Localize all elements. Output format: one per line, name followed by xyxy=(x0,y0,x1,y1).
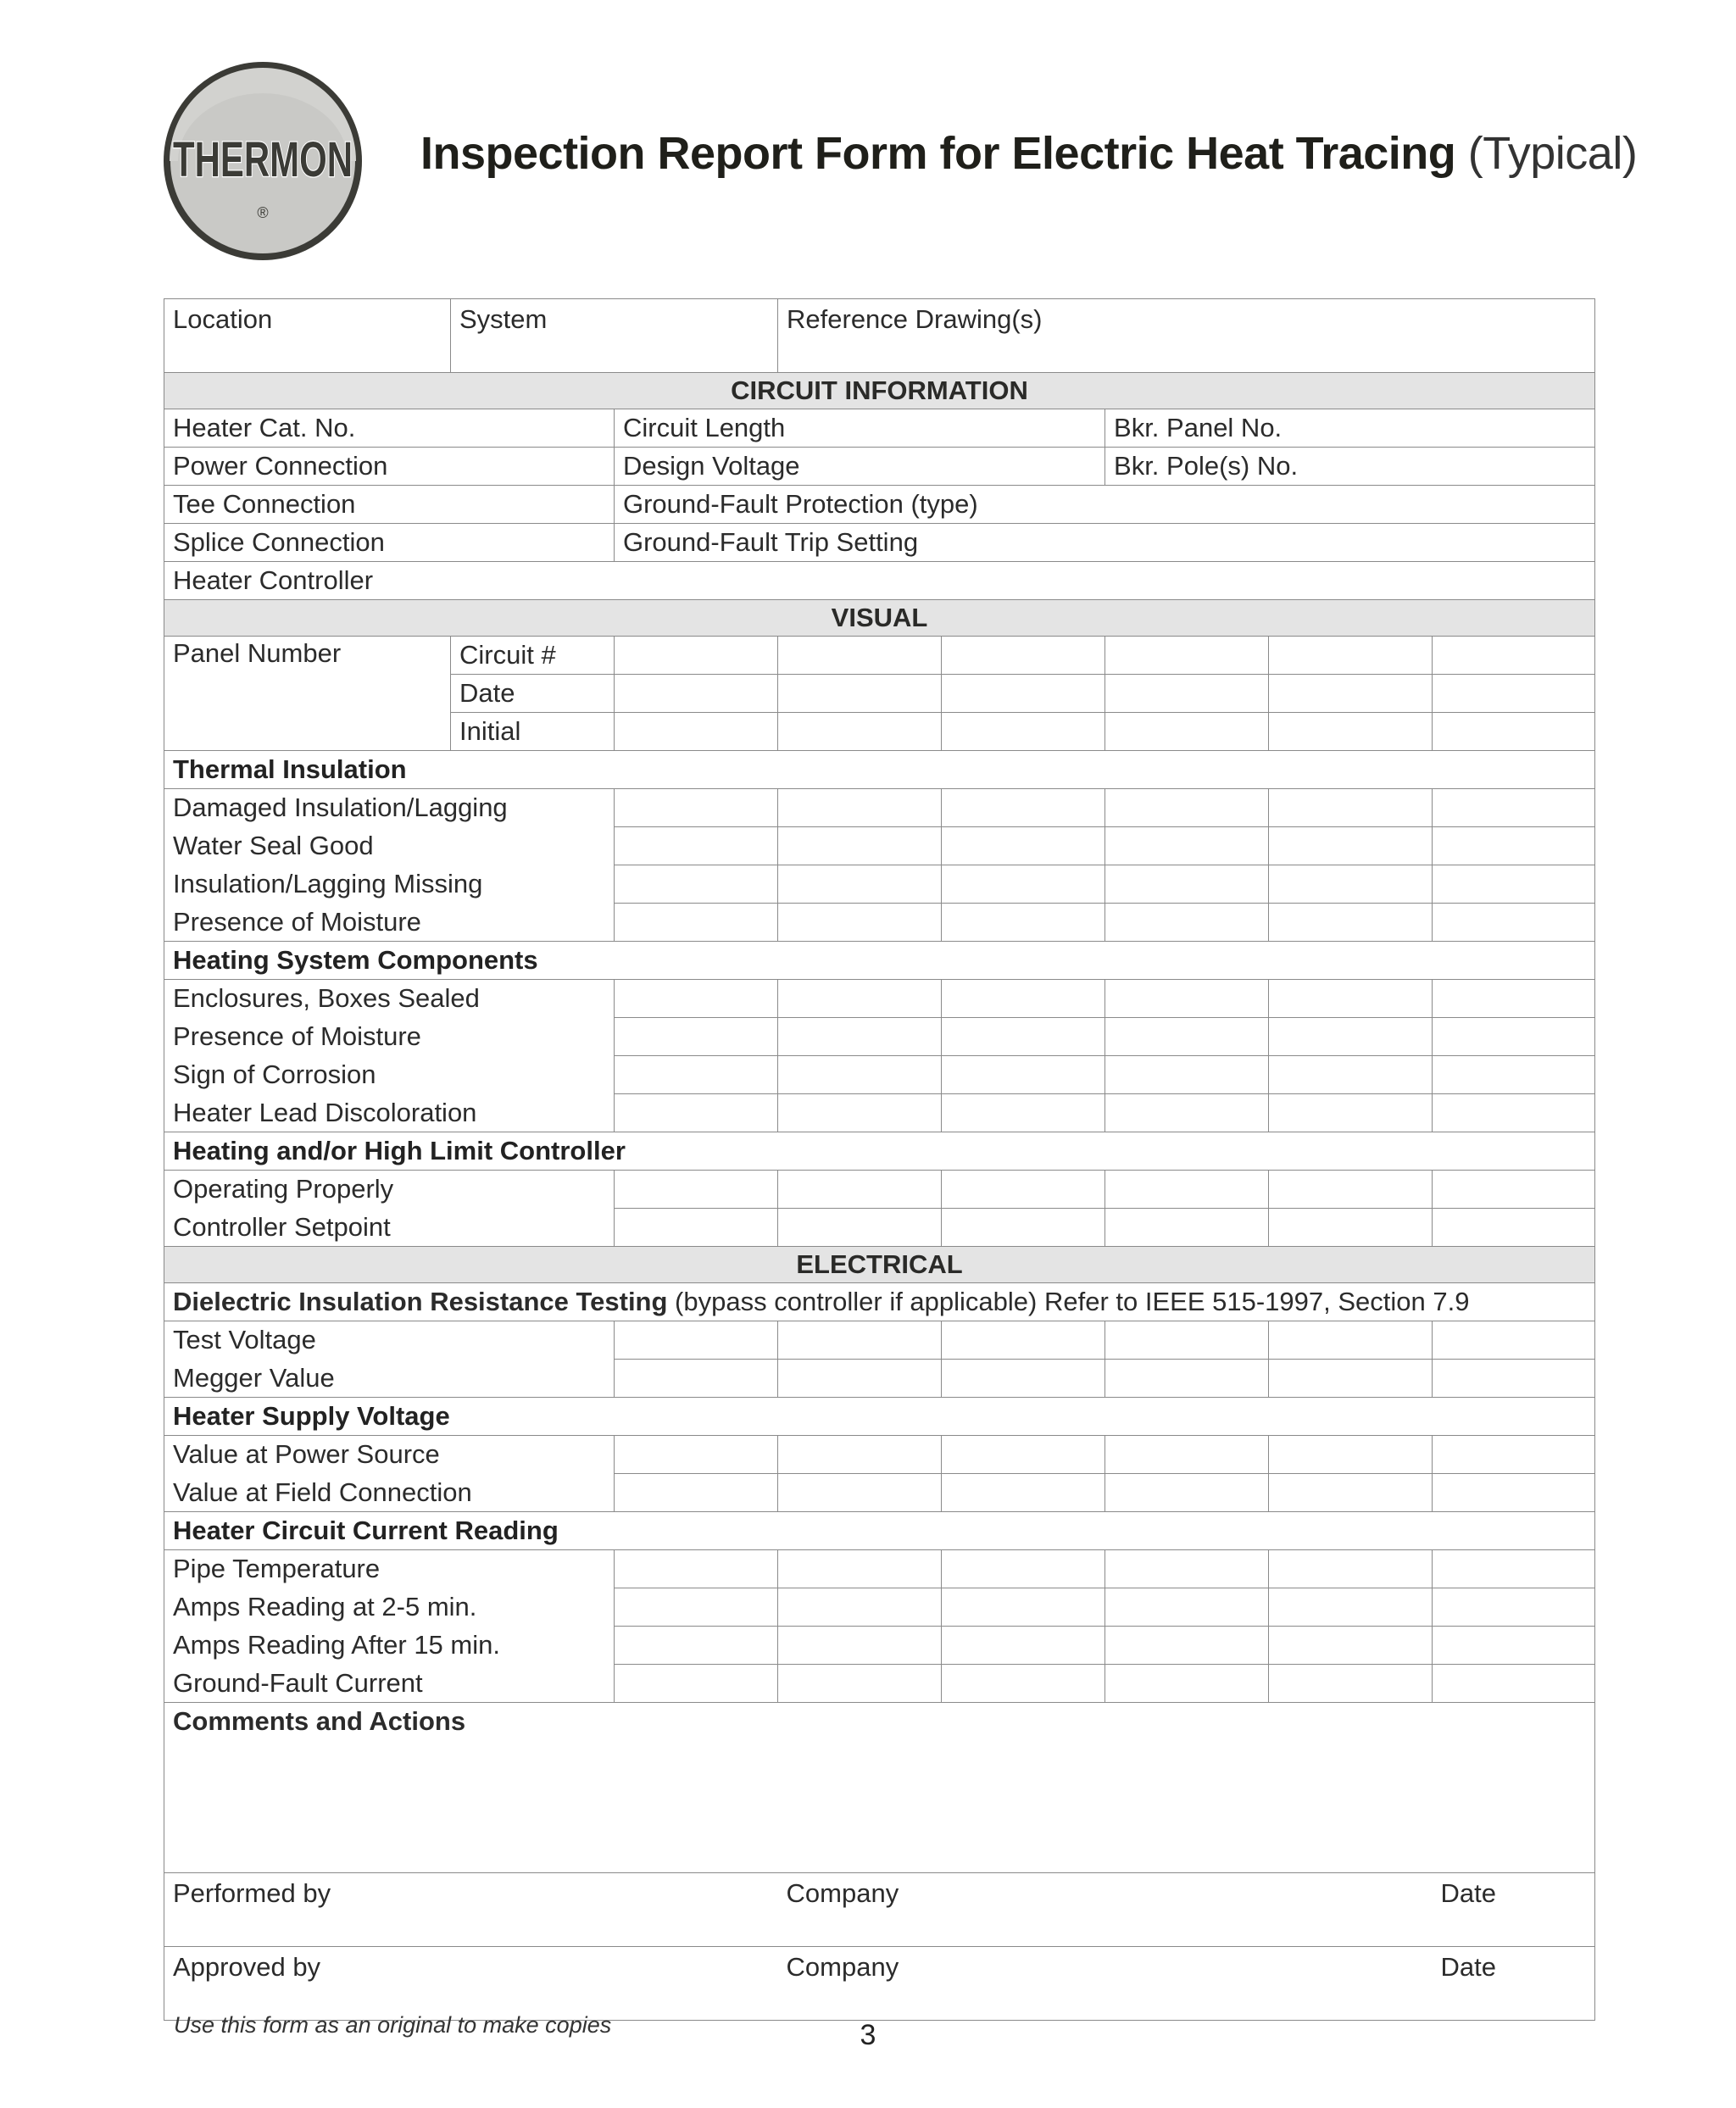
entry-cell[interactable] xyxy=(1433,1360,1595,1398)
entry-cell[interactable] xyxy=(1105,1360,1269,1398)
entry-cell[interactable] xyxy=(1105,1436,1269,1474)
performed-by-field[interactable]: Performed by xyxy=(164,1873,778,1947)
entry-cell[interactable] xyxy=(1105,675,1269,713)
entry-cell[interactable] xyxy=(1105,827,1269,865)
entry-cell[interactable] xyxy=(778,827,942,865)
heater-controller-field[interactable]: Heater Controller xyxy=(164,562,1595,600)
entry-cell[interactable] xyxy=(1269,1627,1433,1665)
item-label: Heater Lead Discoloration xyxy=(164,1094,615,1132)
entry-cell[interactable] xyxy=(942,827,1105,865)
entry-cell[interactable] xyxy=(942,1171,1105,1209)
company-field-2[interactable]: Company xyxy=(778,1947,1433,2021)
bkr-panel-no-field[interactable]: Bkr. Panel No. xyxy=(1105,409,1595,448)
entry-cell[interactable] xyxy=(1269,637,1433,675)
entry-cell[interactable] xyxy=(1433,713,1595,751)
entry-cell[interactable] xyxy=(1433,1436,1595,1474)
entry-cell[interactable] xyxy=(615,904,778,942)
design-voltage-field[interactable]: Design Voltage xyxy=(615,448,1105,486)
item-label: Amps Reading After 15 min. xyxy=(164,1627,615,1665)
entry-cell[interactable] xyxy=(778,1171,942,1209)
entry-cell[interactable] xyxy=(1105,1550,1269,1588)
dielectric-heading: Dielectric Insulation Resistance Testing (bypass controller if applicable) Refer to IEEE 515-1997, Section 7.9 xyxy=(164,1283,1595,1321)
title-main: Inspection Report Form for Electric Heat Tracing xyxy=(420,128,1456,179)
entry-cell[interactable] xyxy=(1433,675,1595,713)
entry-cell[interactable] xyxy=(1105,1588,1269,1627)
entry-cell[interactable] xyxy=(1433,904,1595,942)
entry-cell[interactable] xyxy=(778,713,942,751)
entry-cell[interactable] xyxy=(1269,1056,1433,1094)
entry-cell[interactable] xyxy=(1269,1588,1433,1627)
entry-cell[interactable] xyxy=(778,1474,942,1512)
entry-cell[interactable] xyxy=(942,1056,1105,1094)
entry-cell[interactable] xyxy=(1269,1018,1433,1056)
entry-cell[interactable] xyxy=(1105,980,1269,1018)
entry-cell[interactable] xyxy=(1433,827,1595,865)
location-field[interactable]: Location xyxy=(164,299,451,373)
entry-cell[interactable] xyxy=(778,1550,942,1588)
entry-cell[interactable] xyxy=(942,1550,1105,1588)
entry-cell[interactable] xyxy=(778,1094,942,1132)
item-label: Enclosures, Boxes Sealed xyxy=(164,980,615,1018)
splice-connection-field[interactable]: Splice Connection xyxy=(164,524,615,562)
entry-cell[interactable] xyxy=(615,1436,778,1474)
item-label: Damaged Insulation/Lagging xyxy=(164,789,615,827)
entry-cell[interactable] xyxy=(942,1094,1105,1132)
thermal-insulation-heading: Thermal Insulation xyxy=(164,751,1595,789)
dielectric-note: (bypass controller if applicable) Refer to IEEE 515-1997, Section 7.9 xyxy=(667,1287,1470,1316)
entry-cell[interactable] xyxy=(778,904,942,942)
entry-cell[interactable] xyxy=(1433,1665,1595,1703)
entry-cell[interactable] xyxy=(615,1474,778,1512)
entry-cell[interactable] xyxy=(1433,1056,1595,1094)
entry-cell[interactable] xyxy=(1105,1094,1269,1132)
entry-cell[interactable] xyxy=(1269,1360,1433,1398)
entry-cell[interactable] xyxy=(1433,980,1595,1018)
entry-cell[interactable] xyxy=(778,637,942,675)
item-label: Value at Field Connection xyxy=(164,1474,615,1512)
entry-cell[interactable] xyxy=(1105,865,1269,904)
entry-cell[interactable] xyxy=(1269,1321,1433,1360)
entry-cell[interactable] xyxy=(1433,1474,1595,1512)
current-reading-heading: Heater Circuit Current Reading xyxy=(164,1512,1595,1550)
entry-cell[interactable] xyxy=(778,1588,942,1627)
entry-cell[interactable] xyxy=(942,1665,1105,1703)
entry-cell[interactable] xyxy=(1105,789,1269,827)
entry-cell[interactable] xyxy=(1105,1474,1269,1512)
entry-cell[interactable] xyxy=(1269,1665,1433,1703)
date-label: Date xyxy=(451,675,615,713)
electrical-heading: ELECTRICAL xyxy=(164,1247,1595,1283)
circuit-information-heading: CIRCUIT INFORMATION xyxy=(164,373,1595,409)
entry-cell[interactable] xyxy=(1433,1171,1595,1209)
bkr-poles-no-field[interactable]: Bkr. Pole(s) No. xyxy=(1105,448,1595,486)
entry-cell[interactable] xyxy=(942,865,1105,904)
entry-cell[interactable] xyxy=(1269,675,1433,713)
entry-cell[interactable] xyxy=(1433,1588,1595,1627)
title-qualifier: (Typical) xyxy=(1467,128,1638,179)
entry-cell[interactable] xyxy=(1269,980,1433,1018)
entry-cell[interactable] xyxy=(1269,1094,1433,1132)
entry-cell[interactable] xyxy=(1433,1627,1595,1665)
entry-cell[interactable] xyxy=(1269,865,1433,904)
comments-field[interactable] xyxy=(164,1703,1595,1873)
entry-cell[interactable] xyxy=(1105,637,1269,675)
entry-cell[interactable] xyxy=(615,1550,778,1588)
entry-cell[interactable] xyxy=(1433,1321,1595,1360)
circuit-length-field[interactable]: Circuit Length xyxy=(615,409,1105,448)
heating-components-heading: Heating System Components xyxy=(164,942,1595,980)
entry-cell[interactable] xyxy=(942,1627,1105,1665)
entry-cell[interactable] xyxy=(1269,827,1433,865)
entry-cell[interactable] xyxy=(615,1209,778,1247)
entry-cell[interactable] xyxy=(942,713,1105,751)
entry-cell[interactable] xyxy=(942,1209,1105,1247)
entry-cell[interactable] xyxy=(615,1094,778,1132)
item-label: Presence of Moisture xyxy=(164,1018,615,1056)
entry-cell[interactable] xyxy=(615,713,778,751)
entry-cell[interactable] xyxy=(615,1171,778,1209)
item-label: Operating Properly xyxy=(164,1171,615,1209)
entry-cell[interactable] xyxy=(778,1665,942,1703)
entry-cell[interactable] xyxy=(615,980,778,1018)
entry-cell[interactable] xyxy=(1269,713,1433,751)
entry-cell[interactable] xyxy=(1105,1627,1269,1665)
entry-cell[interactable] xyxy=(1433,1018,1595,1056)
entry-cell[interactable] xyxy=(778,1018,942,1056)
comments-label: Comments and Actions xyxy=(173,1706,466,1736)
initial-label: Initial xyxy=(451,713,615,751)
entry-cell[interactable] xyxy=(942,904,1105,942)
item-label: Insulation/Lagging Missing xyxy=(164,865,615,904)
entry-cell[interactable] xyxy=(615,1056,778,1094)
entry-cell[interactable] xyxy=(778,1056,942,1094)
entry-cell[interactable] xyxy=(778,1209,942,1247)
entry-cell[interactable] xyxy=(1433,789,1595,827)
entry-cell[interactable] xyxy=(615,675,778,713)
inspection-form xyxy=(164,298,1595,2021)
power-connection-field[interactable]: Power Connection xyxy=(164,448,615,486)
entry-cell[interactable] xyxy=(1433,637,1595,675)
approved-by-field[interactable]: Approved by xyxy=(164,1947,778,2021)
entry-cell[interactable] xyxy=(1105,904,1269,942)
date-field-2[interactable]: Date xyxy=(1433,1947,1595,2021)
entry-cell[interactable] xyxy=(1105,1171,1269,1209)
item-label: Test Voltage xyxy=(164,1321,615,1360)
item-label: Value at Power Source xyxy=(164,1436,615,1474)
controller-heading: Heating and/or High Limit Controller xyxy=(164,1132,1595,1171)
entry-cell[interactable] xyxy=(942,1588,1105,1627)
entry-cell[interactable] xyxy=(942,980,1105,1018)
entry-cell[interactable] xyxy=(615,1321,778,1360)
entry-cell[interactable] xyxy=(1269,1436,1433,1474)
heater-cat-no-field[interactable]: Heater Cat. No. xyxy=(164,409,615,448)
entry-cell[interactable] xyxy=(1105,1056,1269,1094)
entry-cell[interactable] xyxy=(942,1360,1105,1398)
entry-cell[interactable] xyxy=(778,1321,942,1360)
visual-heading: VISUAL xyxy=(164,600,1595,637)
entry-cell[interactable] xyxy=(615,827,778,865)
thermon-logo xyxy=(163,61,363,261)
entry-cell[interactable] xyxy=(1269,1209,1433,1247)
company-field-1[interactable]: Company xyxy=(778,1873,1433,1947)
entry-cell[interactable] xyxy=(615,1665,778,1703)
entry-cell[interactable] xyxy=(942,675,1105,713)
entry-cell[interactable] xyxy=(615,1588,778,1627)
entry-cell[interactable] xyxy=(942,1321,1105,1360)
entry-cell[interactable] xyxy=(615,637,778,675)
entry-cell[interactable] xyxy=(1105,1665,1269,1703)
entry-cell[interactable] xyxy=(942,1474,1105,1512)
supply-voltage-heading: Heater Supply Voltage xyxy=(164,1398,1595,1436)
entry-cell[interactable] xyxy=(1433,1094,1595,1132)
item-label: Controller Setpoint xyxy=(164,1209,615,1247)
gf-protection-field[interactable]: Ground-Fault Protection (type) xyxy=(615,486,1595,524)
svg-text:®: ® xyxy=(257,204,269,221)
entry-cell[interactable] xyxy=(1433,865,1595,904)
entry-cell[interactable] xyxy=(778,1360,942,1398)
entry-cell[interactable] xyxy=(615,789,778,827)
entry-cell[interactable] xyxy=(778,1627,942,1665)
date-field-1[interactable]: Date xyxy=(1433,1873,1595,1947)
panel-number-label: Panel Number xyxy=(164,637,451,751)
entry-cell[interactable] xyxy=(1105,713,1269,751)
entry-cell[interactable] xyxy=(942,637,1105,675)
entry-cell[interactable] xyxy=(1105,1209,1269,1247)
entry-cell[interactable] xyxy=(1433,1209,1595,1247)
item-label: Pipe Temperature xyxy=(164,1550,615,1588)
item-label: Sign of Corrosion xyxy=(164,1056,615,1094)
entry-cell[interactable] xyxy=(942,789,1105,827)
entry-cell[interactable] xyxy=(615,865,778,904)
entry-cell[interactable] xyxy=(778,1436,942,1474)
entry-cell[interactable] xyxy=(1433,1550,1595,1588)
item-label: Megger Value xyxy=(164,1360,615,1398)
entry-cell[interactable] xyxy=(778,865,942,904)
entry-cell[interactable] xyxy=(615,1627,778,1665)
entry-cell[interactable] xyxy=(942,1436,1105,1474)
item-label: Presence of Moisture xyxy=(164,904,615,942)
svg-text:THERMON: THERMON xyxy=(173,132,353,187)
entry-cell[interactable] xyxy=(942,1018,1105,1056)
copy-note: Use this form as an original to make copies xyxy=(174,2012,612,2038)
circuit-no-label: Circuit # xyxy=(451,637,615,675)
entry-cell[interactable] xyxy=(615,1360,778,1398)
system-field[interactable]: System xyxy=(451,299,778,373)
item-label: Ground-Fault Current xyxy=(164,1665,615,1703)
entry-cell[interactable] xyxy=(778,980,942,1018)
page-number: 3 xyxy=(860,2019,876,2051)
reference-drawings-field[interactable]: Reference Drawing(s) xyxy=(778,299,1595,373)
tee-connection-field[interactable]: Tee Connection xyxy=(164,486,615,524)
page-title xyxy=(420,127,1637,180)
entry-cell[interactable] xyxy=(615,1018,778,1056)
entry-cell[interactable] xyxy=(1105,1018,1269,1056)
entry-cell[interactable] xyxy=(778,789,942,827)
item-label: Water Seal Good xyxy=(164,827,615,865)
entry-cell[interactable] xyxy=(1269,904,1433,942)
entry-cell[interactable] xyxy=(1269,789,1433,827)
entry-cell[interactable] xyxy=(1269,1474,1433,1512)
gf-trip-setting-field[interactable]: Ground-Fault Trip Setting xyxy=(615,524,1595,562)
entry-cell[interactable] xyxy=(1105,1321,1269,1360)
entry-cell[interactable] xyxy=(778,675,942,713)
entry-cell[interactable] xyxy=(1269,1171,1433,1209)
item-label: Amps Reading at 2-5 min. xyxy=(164,1588,615,1627)
entry-cell[interactable] xyxy=(1269,1550,1433,1588)
